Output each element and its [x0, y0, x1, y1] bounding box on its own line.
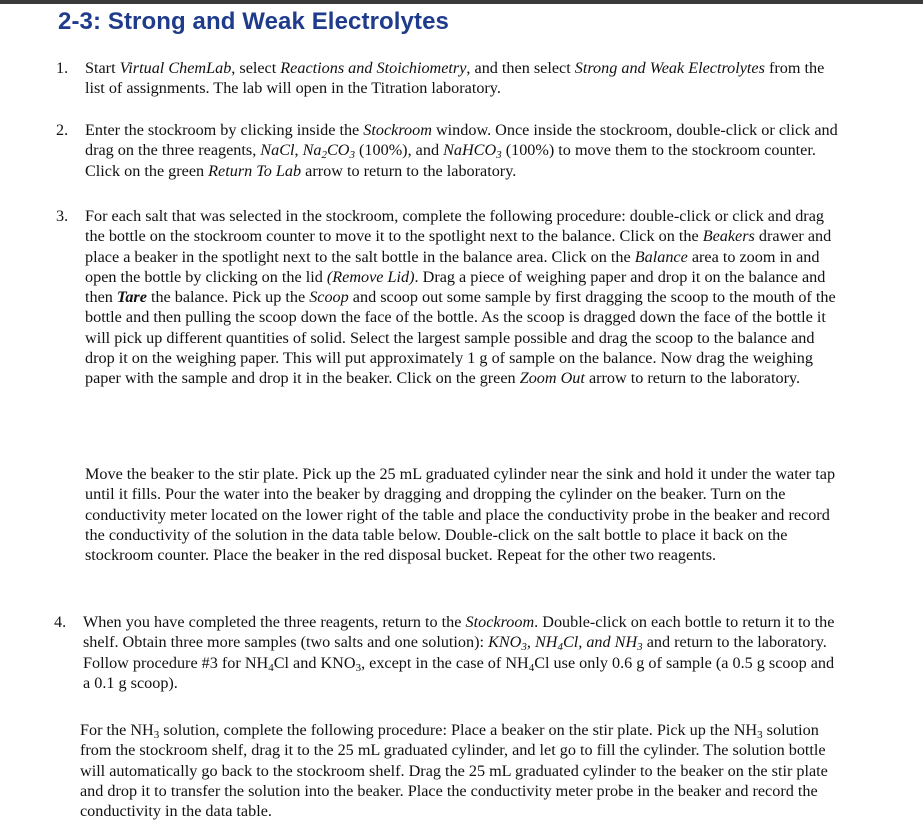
step-text: When you have completed the three reagents, return to the Stockroom. Double-click on each bottle to return it to the shelf. Obtain three more samples (two salts and one solution): $KNO_3$, $NH_4Cl$, and $NH_3$ and return to the laboratory. Follow procedure #3 for $NH_4Cl$ and $KNO_3$, except in the case of $NH_4Cl$ use only 0.6 g of sample (a 0.5 g scoop and a 0.1 g scoop). [83, 613, 835, 692]
top-rule [0, 0, 923, 4]
step-number: 4. [54, 613, 67, 631]
step-number: 3. [56, 207, 69, 225]
step-number: 1. [56, 59, 69, 77]
step-3-continuation: Move the beaker to the stir plate. Pick up the 25 mL graduated cylinder near the sink and hold it under the water tap until it fills. Pour the water into the beaker by dragging and dropping the cylinder on the beaker. Turn on the conductivity meter located on the lower right of the table and place the conductivity probe in the beaker and record the conductivity of the solution in the data table below. Double-click on the salt bottle to place it back on the stockroom counter. Place the beaker in the red disposal bucket. Repeat for the other two reagents. [85, 465, 836, 565]
step-text: Enter the stockroom by clicking inside the Stockroom window. Once inside the stockroom, double-click or click and drag on the three reagents, NaCl, $Na_2CO_3$ (100%), and NaHCO$_3$ (100%) to move them to the stockroom counter. Click on the green Return To Lab arrow to return to the laboratory. [85, 121, 838, 180]
page-title: 2-3: Strong and Weak Electrolytes [58, 8, 449, 35]
step-4-continuation: For the $NH_3$ solution, complete the following procedure: Place a beaker on the stir plate. Pick up the $NH_3$ solution from the stockroom shelf, drag it to the 25 mL graduated cylinder, and let go to fill the cylinder. The solution bottle will automatically go back to the stockroom shelf. Drag the 25 mL graduated cylinder to the beaker on the stir plate and drop it to transfer the solution into the beaker. Place the conductivity meter probe in the beaker and record the conductivity in the data table. [80, 721, 828, 821]
step-text: Start Virtual ChemLab, select Reactions and Stoichiometry, and then select Strong and Weak Electrolytes from the list of assignments. The lab will open in the Titration laboratory. [85, 59, 825, 98]
step-text: For each salt that was selected in the stockroom, complete the following procedure: double-click or click and drag the bottle on the stockroom counter to move it to the spotlight next to the balance. Click on the Beakers drawer and place a beaker in the spotlight next to the salt bottle in the balance area. Click on the Balance area to zoom in and open the bottle by clicking on the lid (Remove Lid). Drag a piece of weighing paper and drop it on the balance and then Tare the balance. Pick up the Scoop and scoop out some sample by first dragging the scoop to the mouth of the bottle and then pulling the scoop down the face of the bottle. As the scoop is dragged down the face of the bottle it will pick up different quantities of solid. Select the largest sample possible and drag the scoop to the balance and drop it on the weighing paper. This will put approximately 1 g of sample on the balance. Now drag the weighing paper with the sample and drop it in the beaker. Click on the green Zoom Out arrow to return to the laboratory. [85, 207, 836, 388]
step-number: 2. [56, 121, 69, 139]
